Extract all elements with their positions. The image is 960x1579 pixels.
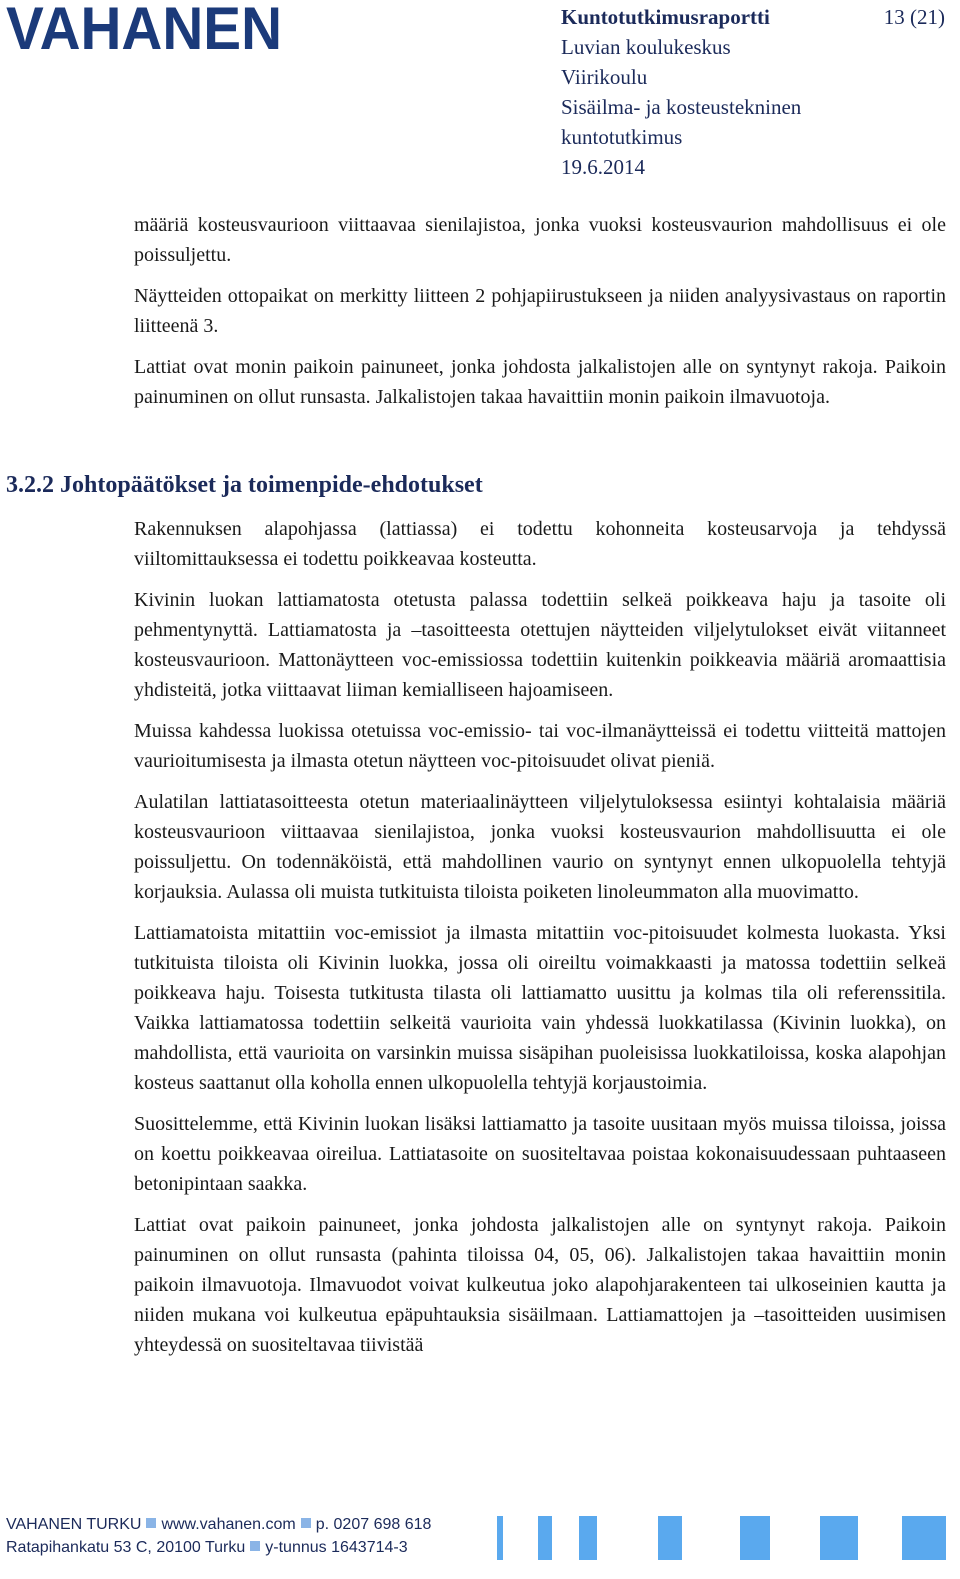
footer-bar xyxy=(579,1516,597,1560)
separator-square-icon xyxy=(301,1518,311,1528)
paragraph: Kivinin luokan lattiamatosta otetusta palassa todettiin selkeä poikkeava haju ja tasoite oli pehmentynyttä. Lattiamatosta ja –tasoitteesta otettujen näytteiden viljelytulokset eivät viitanneet kosteusvaurioon. Mattonäytteen voc-emissiossa todettiin kuitenkin poikkeavia määriä aromaattisia yhdisteitä, jotka viittaavat liiman kemialliseen hajoamiseen. xyxy=(134,589,946,701)
paragraph: Suosittelemme, että Kivinin luokan lisäksi lattiamatto ja tasoite uusitaan myös muissa tiloissa, joissa on koettu poikkeavaa oireilua. Lattiatasoite on suositeltavaa poistaa kokonaisuudessaan puhtaaseen betonipintaan saakka. xyxy=(134,1113,946,1195)
header-line-subject-1: Sisäilma- ja kosteustekninen xyxy=(561,95,802,119)
footer-website: www.vahanen.com xyxy=(161,1516,296,1533)
header-line-school: Viirikoulu xyxy=(561,65,648,89)
separator-square-icon xyxy=(146,1518,156,1528)
paragraph: Lattiamatoista mitattiin voc-emissiot ja ilmasta mitattiin voc-pitoisuudet kolmesta luokasta. Yksi tutkituista tiloista oli Kivinin luokka, jossa oli oireiltu voimakkaasti ja matossa todettiin selkeä poikkeava haju. Toisesta tutkitusta tilasta oli lattiamatto uusittu ja kolmas tila oli referenssitila. Vaikka lattiamatossa todettiin selkeitä vaurioita vain yhdessä luokkatilassa (Kivinin luokka), on mahdollista, että vaurioita on varsinkin muissa sisäpihan puoleisissa luokkatiloissa, koska alapohjan kosteus saattanut olla koholla ennen ulkopuolella tehtyjä korjaustoimia. xyxy=(134,922,946,1094)
footer-bar xyxy=(497,1516,503,1560)
separator-square-icon xyxy=(250,1541,260,1551)
header-line-date: 19.6.2014 xyxy=(561,155,645,179)
footer-line-1 xyxy=(6,1513,431,1536)
section-number: 3.2.2 xyxy=(6,472,54,498)
page-number: 13 (21) xyxy=(883,5,945,29)
footer-address: Ratapihankatu 53 C, 20100 Turku xyxy=(6,1539,246,1556)
paragraph: määriä kosteusvaurioon viittaavaa sienilajistoa, jonka vuoksi kosteusvaurion mahdollisuus ei ole poissuljettu. xyxy=(134,214,946,266)
section-heading xyxy=(6,467,483,503)
paragraph: Lattiat ovat monin paikoin painuneet, jonka johdosta jalkalistojen alle on syntynyt rakoja. Paikoin painuminen on ollut runsasta. Jalkalistojen takaa havaittiin monin paikoin ilmavuotoja. xyxy=(134,356,946,408)
section-title: Johtopäätökset ja toimenpide-ehdotukset xyxy=(60,472,483,498)
paragraph: Lattiat ovat paikoin painuneet, jonka johdosta jalkalistojen alle on syntynyt rakoja. Paikoin painuminen on ollut runsasta (pahinta tiloissa 04, 05, 06). Jalkalistojen takaa havaittiin monin paikoin ilmavuotoja. Ilmavuodot voivat kulkeutua joko alapohjarakenteen tai ulkoseinien kautta ja niiden mukana voi kulkeutua epäpuhtauksia sisäilmaan. Lattiamattojen ja –tasoitteiden uusimisen yhteydessä on suositeltavaa tiivistää xyxy=(134,1214,946,1356)
body-top xyxy=(134,210,946,423)
paragraph: Muissa kahdessa luokissa otetuissa voc-emissio- tai voc-ilmanäytteissä ei todettu viitteitä mattojen vaurioitumisesta ja ilmasta otetun näytteen voc-pitoisuudet olivat pieniä. xyxy=(134,720,946,772)
paragraph: Aulatilan lattiatasoitteesta otetun materiaalinäytteen viljelytuloksessa esiintyi kohtalaisia määriä kosteusvaurioon viittaavaa sienilajistoa, jonka vuoksi kosteusvaurion mahdollisuutta ei ole poissuljettu. On todennäköistä, että mahdollinen vaurio on syntynyt ennen ulkopuolella tehtyjä korjauksia. Aulassa oli muista tutkituista tiloista poiketen linoleummaton alla muovimatto. xyxy=(134,791,946,903)
header-line-subject-2: kuntotutkimus xyxy=(561,125,683,149)
paragraph: Näytteiden ottopaikat on merkitty liitteen 2 pohjapiirustukseen ja niiden analyysivastaus on raportin liitteenä 3. xyxy=(134,285,946,337)
header-line-location: Luvian koulukeskus xyxy=(561,35,731,59)
body-main xyxy=(134,514,946,1371)
footer-bar xyxy=(902,1516,946,1560)
logo-text: VAHANEN xyxy=(6,2,282,58)
paragraph: Rakennuksen alapohjassa (lattiassa) ei todettu kohonneita kosteusarvoja ja tehdyssä viiltomittauksessa ei todettu poikkeavaa kosteutta. xyxy=(134,518,946,570)
footer-line-2 xyxy=(6,1536,431,1559)
vahanen-logo xyxy=(6,2,286,58)
footer-bar xyxy=(820,1516,858,1560)
report-title: Kuntotutkimusraportti xyxy=(561,5,770,29)
footer-bar xyxy=(740,1516,770,1560)
footer-phone: p. 0207 698 618 xyxy=(315,1516,432,1533)
footer-bar xyxy=(538,1516,552,1560)
footer-company: VAHANEN TURKU xyxy=(6,1516,142,1533)
document-header xyxy=(561,2,951,182)
footer-business-id: y-tunnus 1643714-3 xyxy=(265,1539,408,1556)
page-footer xyxy=(6,1513,431,1559)
footer-bar xyxy=(658,1516,682,1560)
